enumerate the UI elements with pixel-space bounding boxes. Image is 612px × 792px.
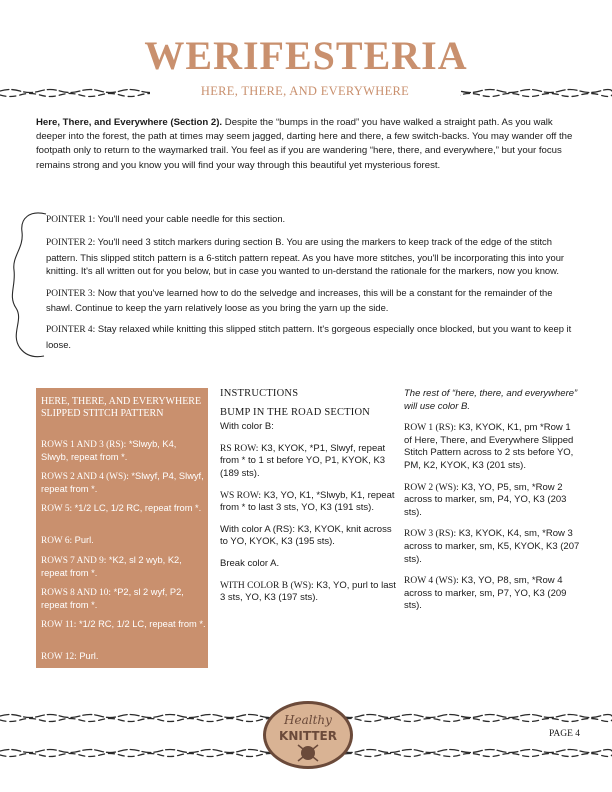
rest-row: ROW 2 (WS): K3, YO, P5, sm, *Row 2 across to marker, sm, P4, YO, K3 (203 sts). xyxy=(404,481,567,518)
rest-column xyxy=(404,388,580,622)
with-color-b-row: WITH COLOR B (WS): K3, YO, purl to last 3 sts, YO, K3 (197 sts). xyxy=(220,579,396,604)
instructions-heading: INSTRUCTIONS xyxy=(220,388,299,399)
page-subtitle: HERE, THERE, AND EVERYWHERE xyxy=(150,84,460,99)
color-a-row: With color A (RS): K3, KYOK, knit across to YO, KYOK, K3 (195 sts). xyxy=(220,523,392,548)
box-title: HERE, THERE, AND EVERYWHERE SLIPPED STITCH PATTERN xyxy=(41,396,202,420)
intro-lead: Here, There, and Everywhere (Section 2). xyxy=(36,117,223,128)
box-row: ROW 5: *1/2 LC, 1/2 RC, repeat from *. xyxy=(41,503,202,514)
intro-text: Despite the “bumps in the road” you have walked a straight path. As you walk deeper into the forest, the path at times may seem jagged, darting here and there, a few switch-backs. You may wander off the footpath only to return to the waymarked trail. You feel as if you are wandering “here, there, and everywhere,” but your focus remains strong and you know you will find your way through this beautiful yet mysterious forest. xyxy=(36,117,573,171)
box-row: ROWS 8 AND 10: *P2, sl 2 wyf, P2, repeat from *. xyxy=(41,587,184,611)
box-row: ROW 12: Purl. xyxy=(41,651,99,662)
color-b-note: With color B: xyxy=(220,421,274,433)
pointer-1: POINTER 1: You'll need your cable needle for this section. xyxy=(46,213,286,225)
instructions-column xyxy=(220,388,396,614)
ws-row: WS ROW: K3, YO, K1, *Slwyb, K1, repeat from * to last 3 sts, YO, K3 (191 sts). xyxy=(220,489,395,514)
intro-paragraph xyxy=(36,116,581,173)
rest-note: The rest of “here, there, and everywhere” will use color B. xyxy=(404,388,578,412)
pointer-3: POINTER 3: Now that you've learned how to do the selvedge and increases, this will be a constant for the remainder of the shawl. Continue to keep the yarn relatively loose as you bring the yarn up the side. xyxy=(46,286,553,314)
logo-wordmark: KNITTER xyxy=(279,729,337,743)
page-title: WERIFESTERIA xyxy=(144,33,468,78)
box-row: ROW 11: *1/2 RC, 1/2 LC, repeat from *. xyxy=(41,619,206,630)
section-heading: BUMP IN THE ROAD SECTION xyxy=(220,406,371,418)
rest-row: ROW 1 (RS): K3, KYOK, K1, pm *Row 1 of Here, There, and Everywhere Slipped Stitch Pattern across to 2 sts before YO, PM, K2, KYOK, K3 (201 sts). xyxy=(404,422,574,471)
logo-script: Healthy xyxy=(284,713,332,727)
healthy-knitter-logo xyxy=(262,700,354,770)
page-number: PAGE 4 xyxy=(545,729,580,739)
pointer-4: POINTER 4: Stay relaxed while knitting this slipped stitch pattern. It's gorgeous especially once blocked, but you want to keep it loose. xyxy=(46,323,572,350)
yarn-squiggle-decoration xyxy=(0,200,50,370)
slipped-stitch-pattern-box xyxy=(36,388,208,668)
box-row: ROW 6: Purl. xyxy=(41,535,94,546)
pointer-2: POINTER 2: You'll need 3 stitch markers during section B. You are using the markers to keep track of the edge of the stitch pattern. This slipped stitch pattern is a 6-stitch pattern repeat. As you have more stitches, you'll be incorporating this into your knitting. It's all written out for you below, but in case you wanted to un-derstand the rationale for the markers, now you know. xyxy=(46,236,565,277)
break-note: Break color A. xyxy=(220,557,280,569)
rest-row: ROW 4 (WS): K3, YO, P8, sm, *Row 4 across to marker, sm, P7, YO, K3 (209 sts). xyxy=(404,575,567,612)
box-row: ROWS 1 AND 3 (RS): *Slwyb, K4, Slwyb, repeat from *. xyxy=(41,439,177,463)
rs-row: RS ROW: K3, KYOK, *P1, Slwyf, repeat from * to 1 st before YO, P1, KYOK, K3 (189 sts). xyxy=(220,442,386,479)
pointers-list xyxy=(46,212,576,359)
box-row: ROWS 7 AND 9: *K2, sl 2 wyb, K2, repeat from *. xyxy=(41,555,182,579)
box-row: ROWS 2 AND 4 (WS): *Slwyf, P4, Slwyf, repeat from *. xyxy=(41,471,204,495)
rest-row: ROW 3 (RS): K3, KYOK, K4, sm, *Row 3 across to marker, sm, K5, KYOK, K3 (207 sts). xyxy=(404,528,580,565)
